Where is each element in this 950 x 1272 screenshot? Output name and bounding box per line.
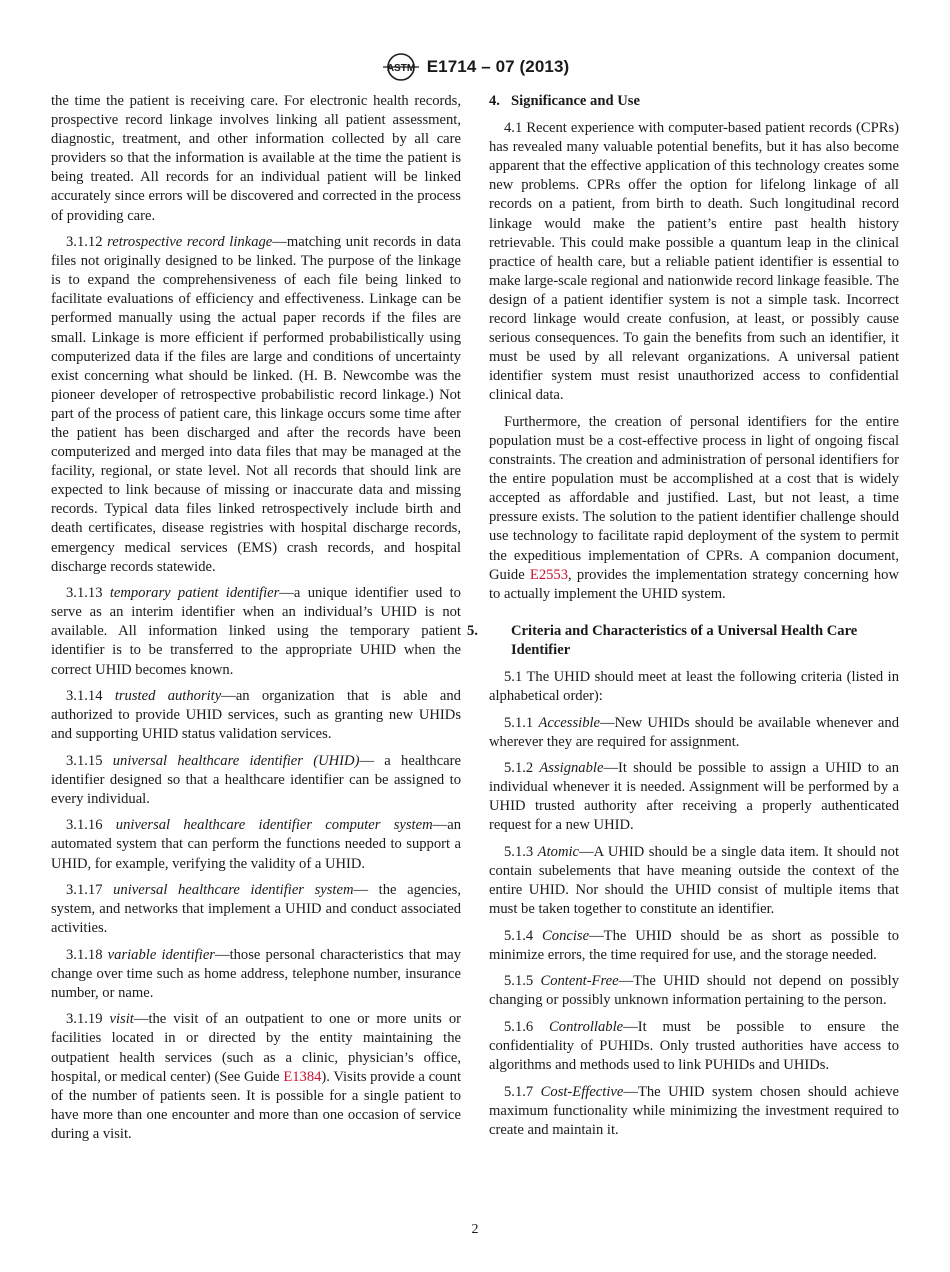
reference-link-e2553[interactable]: E2553: [529, 566, 569, 583]
section-heading-5: [467, 622, 899, 660]
section-number: 5.: [467, 622, 478, 639]
clause-number: 3.1.12: [66, 234, 103, 251]
defined-term: universal healthcare identifier (UHID): [112, 752, 360, 769]
clause-number: 3.1.17: [66, 882, 103, 898]
criterion-text: —A UHID should be a single data item. It should not contain subelements that have meaning outside the context of the entire UHID. Nor should the UHID consist of multiple items that must be taken together to constitute an identifier.: [489, 843, 899, 918]
definition-text: —an organization that is able and authorized to provide UHID services, such as granting new UHIDs and supporting UHID status validation services.: [51, 687, 461, 743]
definition-text: — the agencies, system, and networks that implement a UHID and conduct associated activities.: [51, 882, 461, 937]
clause-number: 5.1.7: [504, 1083, 534, 1100]
clause-number: 5.1.6: [504, 1018, 534, 1035]
criterion-5-1-1: [489, 714, 899, 752]
definition-3-1-12: [51, 233, 461, 577]
criterion-text: —New UHIDs should be available whenever and wherever they are required for assignment.: [489, 714, 899, 750]
criterion-term: Assignable: [539, 760, 604, 777]
criterion-5-1-7: [489, 1083, 899, 1140]
defined-term: retrospective record linkage: [107, 234, 273, 251]
page-number: 2: [471, 1222, 479, 1237]
clause-number: 5.1.4: [504, 927, 534, 944]
defined-term: trusted authority: [114, 687, 222, 704]
criterion-text: —The UHID should not depend on possibly changing or possibly unknown information pertaining to the person.: [489, 973, 899, 1009]
paragraph-4-1-continued: Furthermore, the creation of personal identifiers for the entire population must be a cost-effective process in light of ongoing fiscal constraints. The creation and administration of personal identifiers for the entire population must be accomplished at a cost that is widely accepted as affordable and justified. Last, but not least, a time pressure exists. The solution to the patient identifier challenge should use technology to facilitate rapid deployment of the system to permit the expeditious implementation of CPRs. A companion document, Guide E2553, provides the implementation strategy concerning how to actually implement the UHID system.: [489, 413, 899, 602]
defined-term: universal healthcare identifier system: [113, 882, 354, 898]
definition-text: —those personal characteristics that may change over time such as home address, telephone number, insurance number, or name.: [51, 946, 461, 1001]
clause-number: 3.1.13: [66, 585, 103, 602]
definition-3-1-19: [51, 1010, 461, 1144]
criterion-text: —The UHID system chosen should achieve maximum functionality while minimizing the investment required to create and maintain it.: [489, 1083, 900, 1138]
criterion-term: Atomic: [537, 843, 580, 860]
definition-3-1-13: [51, 584, 461, 679]
defined-term: temporary patient identifier: [109, 585, 280, 602]
criterion-term: Accessible: [538, 714, 601, 731]
reference-link-e1384[interactable]: E1384: [283, 1068, 322, 1085]
defined-term: variable identifier: [107, 946, 215, 963]
clause-number: 3.1.18: [66, 946, 103, 963]
criterion-5-1-2: [489, 759, 899, 835]
definition-text: — a healthcare identifier designed so that a healthcare identifier can be assigned to every individual.: [51, 752, 461, 807]
criterion-text: —The UHID should be as short as possible to minimize errors, the time required for use, and the storage needed.: [489, 927, 899, 963]
criterion-term: Concise: [542, 927, 590, 944]
clause-number: 3.1.19: [66, 1011, 103, 1028]
section-number: 4.: [489, 93, 500, 109]
astm-logo-icon: [381, 52, 421, 82]
document-id: E1714 – 07 (2013): [426, 57, 570, 76]
section-title: Criteria and Characteristics of a Universal Health Care Identifier: [511, 622, 858, 658]
definition-text: —an automated system that can perform the functions needed to support a UHID, for example, verifying the validity of a UHID.: [51, 817, 461, 872]
defined-term: universal healthcare identifier computer system: [115, 817, 433, 834]
criterion-5-1-3: [489, 843, 899, 919]
right-column: [467, 92, 900, 1147]
definition-3-1-18: [51, 946, 461, 1003]
definition-3-1-17: [51, 881, 461, 938]
definition-3-1-15: [51, 752, 461, 809]
logo-text: ASTM: [386, 63, 415, 74]
definition-3-1-16: [51, 816, 461, 873]
clause-number: 3.1.16: [66, 817, 103, 834]
section-heading-4: [489, 92, 899, 111]
paragraph-4-1: 4.1 Recent experience with computer-based patient records (CPRs) has revealed many valuable potential benefits, but it has also become apparent that the effective application of this technology creates some new problems. CPRs offer the option for lifelong linkage of all records on a patient, from birth to death. Such longitudinal record linkage would make the patient’s entire past health history retrievable. This could make possible a quantum leap in the clinical practice of health care, but a reliable patient identifier is essential to make large-scale regional and nationwide record linkage feasible. The design of a patient identifier system is not a simple task. Incorrect record linkage would create confusion, at least, or possibly cause serious consequences. To gain the benefits from such an identifier, it must be used by all relevant organizations. A universal patient identifier system must resist unauthorized access to confidential clinical data.: [489, 120, 899, 404]
defined-term: visit: [109, 1011, 134, 1028]
definition-text: —a unique identifier used to serve as an interim identifier when an individual’s UHID is not available. All information linked using the temporary patient identifier is to be transferred to the appropriate UHID when the correct UHID becomes known.: [51, 585, 461, 678]
clause-number: 3.1.15: [66, 752, 103, 769]
criterion-term: Cost-Effective: [540, 1083, 624, 1100]
criterion-term: Controllable: [549, 1018, 624, 1035]
left-column: [51, 92, 461, 1151]
page-header: [0, 50, 950, 84]
clause-number: 5.1.2: [504, 760, 534, 777]
clause-number: 5.1.3: [504, 843, 534, 860]
clause-number: 5.1.5: [504, 973, 534, 990]
section-title: Significance and Use: [511, 93, 640, 109]
definition-text: ). Visits provide a count of the number of patients seen. It is possible for a single patient to have more than one encounter and more than one occasion of service during a visit.: [51, 1068, 461, 1142]
definition-text: —the visit of an outpatient to one or more units or facilities located in or directed by the entity maintaining the outpatient health services (such as a clinic, physician’s office, hospital, or medical center) (See Guide: [51, 1011, 461, 1085]
clause-number: 3.1.14: [66, 687, 103, 704]
criterion-5-1-4: [489, 927, 899, 965]
paragraph-5-1: 5.1 The UHID should meet at least the following criteria (listed in alphabetical order):: [489, 669, 899, 705]
clause-number: 5.1.1: [504, 714, 534, 731]
definition-text: —matching unit records in data files not originally designed to be linked. The purpose of the linkage is to expand the comprehensiveness of each file being linked to facilitate evaluations of efficiency and effectiveness. Linkage can be performed manually using the actual paper records if the files are small. Linkage is more efficient if performed probabilistically using computerized data if the files are large and conditions of uncertainty exist concerning what should be linked. (H. B. Newcombe was the pioneer developer of retrospective probabilistic record linkage.) Not part of the process of patient care, this linkage occurs some time after the patient has been discharged and after the records have been computerized and merged into data files that may be managed at the facility, regional, or state level. Not all records that should link are expected to link because of missing or inaccurate data and missing records. Typical data files linked retrospectively include birth and death certificates, disease registries with hospital discharge records, emergency medical services (EMS) crash records, and hospital discharge records statewide.: [51, 234, 461, 575]
criterion-text: —It must be possible to ensure the confidentiality of PUHIDs. Only trusted authorities have access to algorithms and methods used to link PUHIDs and UHIDs.: [489, 1018, 899, 1074]
paragraph-continued: the time the patient is receiving care. For electronic health records, prospective record linkage involves linking all patient assessment, diagnostic, treatment, and other information collected by all care providers so that the information is available at the time the patient is being treated. All records for an individual patient will be linked accurately since errors will be discovered and corrected in the process of providing care.: [51, 93, 461, 224]
criterion-5-1-6: [489, 1018, 899, 1075]
criterion-5-1-5: [489, 972, 899, 1010]
criterion-text: —It should be possible to assign a UHID to an individual whenever it is needed. Assignment will be performed by a UHID trusted authority after receiving a properly authenticated request for a new UHID.: [489, 760, 899, 834]
criterion-term: Content-Free: [540, 973, 619, 990]
definition-3-1-14: [51, 687, 461, 744]
